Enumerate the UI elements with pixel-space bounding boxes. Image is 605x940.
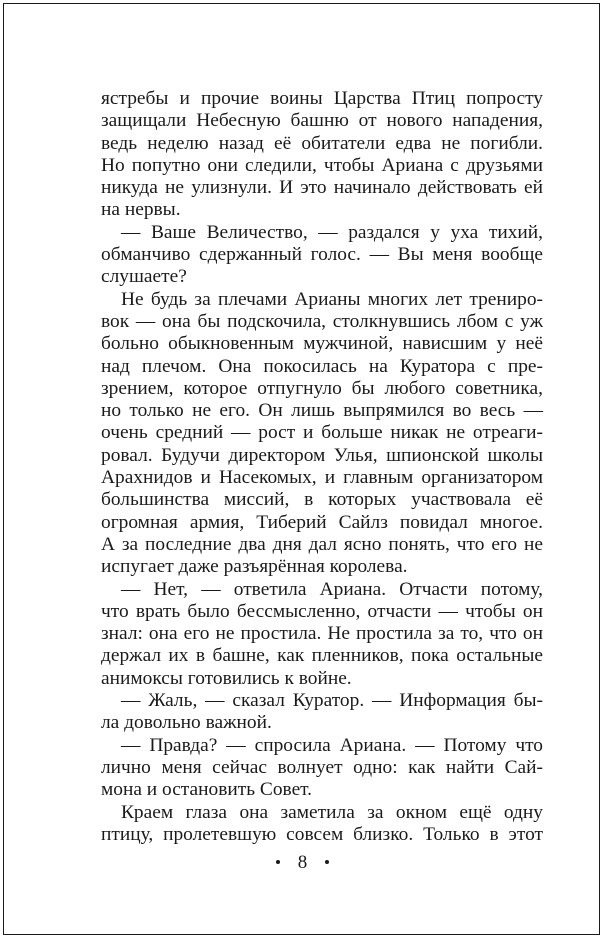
right-dot-ornament xyxy=(325,860,329,864)
text-line: ястребы и прочие воины Царства Птиц попросту xyxy=(101,88,543,109)
text-line: испугает даже разъярённая королева. xyxy=(101,556,408,578)
text-line: большинства миссий, в которых участвовала её xyxy=(101,489,543,511)
text-line: на нервы. xyxy=(101,199,181,221)
text-line: над плечом. Она покосилась на Куратора с пре- xyxy=(101,355,543,377)
text-line: — Ваше Величество, — раздался у уха тихий, xyxy=(121,221,543,243)
text-line: Краем глаза она заметила за окном ещё одну xyxy=(121,801,543,823)
text-line: зрением, которое отпугнуло бы любого советника, xyxy=(101,377,543,399)
text-line: — Нет, — ответила Ариана. Отчасти потому, xyxy=(121,578,543,600)
text-line: вок — она бы подскочила, столкнувшись лбом с уж xyxy=(101,310,543,332)
left-dot-ornament xyxy=(276,860,280,864)
text-line: знал: она его не простила. Не простила за то, что он xyxy=(101,623,543,645)
text-line: Арахнидов и Насекомых, и главным организатором xyxy=(101,467,543,489)
text-line: обманчиво сдержанный голос. — Вы меня вообще xyxy=(101,244,543,266)
text-line: ла довольно важной. xyxy=(101,712,272,734)
text-line: — Правда? — спросила Ариана. — Потому что xyxy=(121,734,543,756)
text-line: что врать было бессмысленно, отчасти — чтобы он xyxy=(101,600,543,622)
text-line: ровал. Будучи директором Улья, шпионской школы xyxy=(101,444,543,466)
page-number: 8 xyxy=(297,852,308,873)
text-line: никуда не улизнули. И это начинало действовать ей xyxy=(101,177,543,199)
text-line: ведь неделю назад её обитатели едва не погибли. xyxy=(101,132,543,154)
text-line: слушаете? xyxy=(101,266,187,288)
text-line: очень средний — рост и больше никак не отреаги- xyxy=(101,422,543,444)
text-line: — Жаль, — сказал Куратор. — Информация бы- xyxy=(121,690,543,712)
body-text xyxy=(101,88,543,846)
text-line: защищали Небесную башню от нового нападения, xyxy=(101,110,543,132)
text-line: держал их в башне, как пленников, пока остальные xyxy=(101,645,543,667)
page-number-footer xyxy=(4,852,601,874)
text-line: Не будь за плечами Арианы многих лет трениро- xyxy=(121,288,543,310)
text-line: лично меня сейчас волнует одно: как найти Сай- xyxy=(101,756,543,778)
text-line: огромная армия, Тиберий Сайлз повидал многое. xyxy=(101,511,543,533)
text-line: больно обыкновенным мужчиной, нависшим у неё xyxy=(101,333,543,355)
text-line: но только не его. Он лишь выпрямился во весь — xyxy=(101,400,543,422)
text-line: птицу, пролетевшую совсем близко. Только в этот xyxy=(101,823,543,845)
text-line: анимоксы готовились к войне. xyxy=(101,667,352,689)
text-line: А за последние два дня дал ясно понять, что его не xyxy=(101,533,543,555)
book-page xyxy=(3,3,600,935)
text-line: Но попутно они следили, чтобы Ариана с друзьями xyxy=(101,154,543,176)
text-line: мона и остановить Совет. xyxy=(101,779,313,801)
